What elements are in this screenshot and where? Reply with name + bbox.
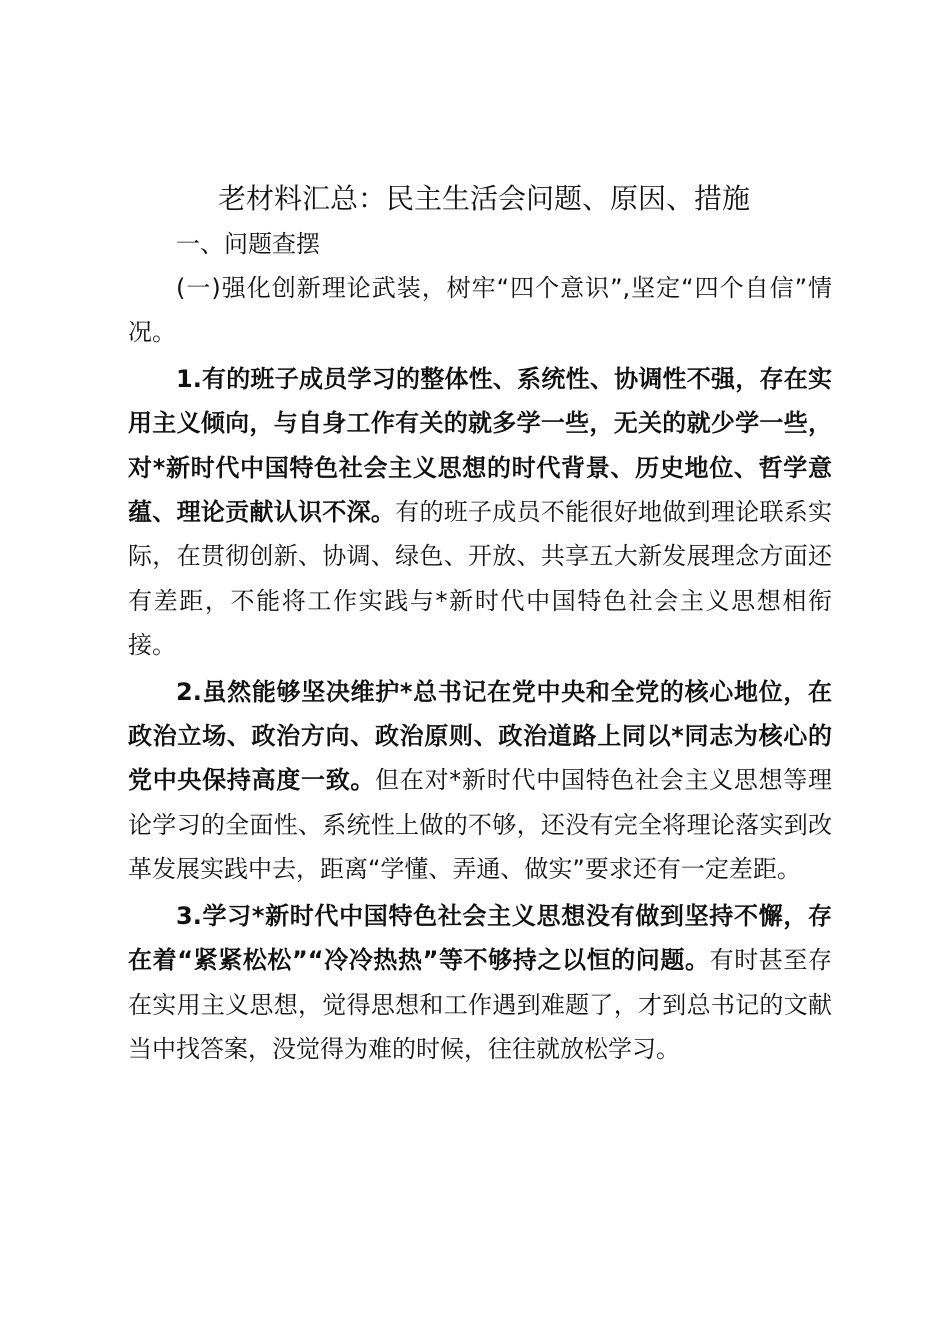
item-2-bold-text: 2.虽然能够坚决维护*总书记在党中央和全党的核心地位，在政治立场、政治方向、政治原则、政治道路上同以*同志为核心的党中央保持高度一致。 [128, 677, 832, 795]
item-1-bold-text: 1.有的班子成员学习的整体性、系统性、协调性不强，存在实用主义倾向，与自身工作有关的就多学一些，无关的就少学一些，对*新时代中国特色社会主义思想的时代背景、历史地位、哲学意蕴、理论贡献认识不深。 [128, 364, 832, 527]
item-paragraph-1 [128, 357, 832, 668]
document-page [128, 176, 832, 1071]
item-paragraph-3 [128, 894, 832, 1072]
item-2-normal-text: 但在对*新时代中国特色社会主义思想等理论学习的全面性、系统性上做的不够，还没有完全将理论落实到改革发展实践中去，距离“学懂、弄通、做实”要求还有一定差距。 [128, 766, 833, 884]
item-1-normal-text: 有的班子成员不能很好地做到理论联系实际，在贯彻创新、协调、绿色、开放、共享五大新发展理念方面还有差距，不能将工作实践与*新时代中国特色社会主义思想相衔接。 [128, 498, 833, 660]
sub-heading-text: (一)强化创新理论武装，树牢“四个意识”,坚定“四个自信”情况。 [128, 274, 832, 347]
section-heading: 一、问题查摆 [176, 230, 320, 258]
item-paragraph-2 [128, 670, 832, 892]
item-3-normal-text: 有时甚至存在实用主义思想，觉得思想和工作遇到难题了，才到总书记的文献当中找答案，没觉得为难的时候，往往就放松学习。 [128, 946, 833, 1063]
sub-heading-paragraph [128, 266, 832, 355]
item-3-bold-text: 3.学习*新时代中国特色社会主义思想没有做到坚持不懈，存在着“紧紧松松”“冷冷热热”等不够持之以恒的问题。 [128, 901, 832, 975]
document-title: 老材料汇总：民主生活会问题、原因、措施 [217, 182, 750, 215]
